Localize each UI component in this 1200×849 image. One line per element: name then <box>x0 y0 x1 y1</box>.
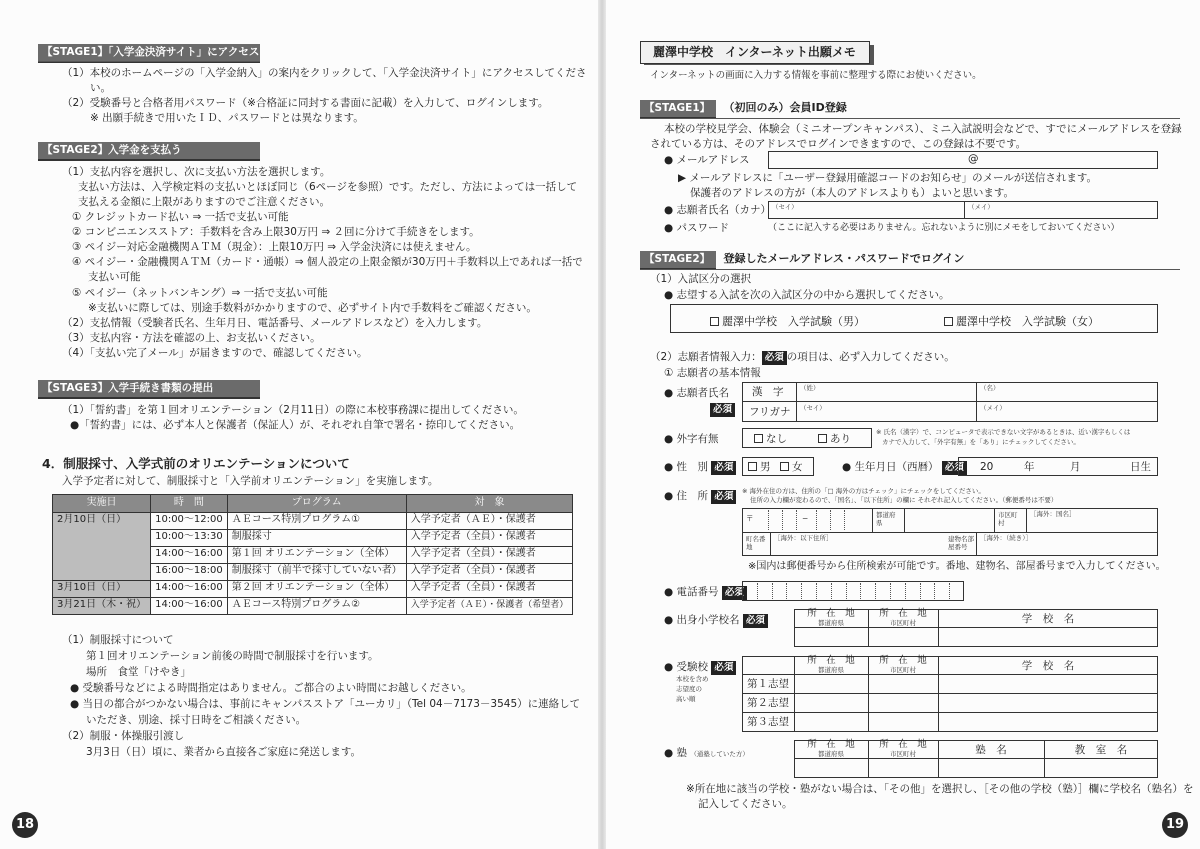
pref-subheader: 都道府県 <box>818 750 844 758</box>
note-line: 第１回オリエンテーション前後の時間で制服採寸を行います。 <box>86 650 379 662</box>
section-1-note: ● 志望する入試を次の入試区分の中から選択してください。 <box>664 289 950 301</box>
stage2-line: 支払い可能 <box>88 271 141 283</box>
phone-digit-divider <box>801 583 802 599</box>
phone-digit-divider <box>890 583 891 599</box>
birth-year-unit: 年 <box>1024 461 1035 473</box>
sei-label: （セイ） <box>800 404 826 412</box>
overseas-country-label: ［海外：国名］ <box>1030 510 1076 518</box>
target-cell: 入学予定者（ＡＥ）・保護者 <box>406 512 573 529</box>
email-at: @ <box>968 153 979 165</box>
table-row <box>53 512 573 529</box>
table-row <box>53 597 573 614</box>
time-cell: 10:00～13:30 <box>151 529 228 546</box>
other-schools-note: 本校を含め <box>676 675 709 683</box>
section4-intro: 入学予定者に対して、制服採寸と「入学前オリエンテーション」を実施します。 <box>62 475 439 487</box>
mei-label: （メイ） <box>968 203 994 211</box>
password-label: ● パスワード <box>664 222 729 234</box>
divider <box>640 118 1180 119</box>
pref-label: 都道府県 <box>876 511 896 527</box>
table-header: 実施日 <box>53 495 151 513</box>
kanji-label: 漢 字 <box>752 386 784 398</box>
program-cell: ＡＥコース特別プログラム② <box>227 597 406 614</box>
phone-digit-divider <box>786 583 787 599</box>
phone-digit-divider <box>934 583 935 599</box>
overseas-address-label: ［海外：以下住所］ <box>774 534 833 542</box>
birth-century: 20 <box>980 461 994 473</box>
email-field[interactable] <box>768 151 1158 169</box>
required-badge: 必須 <box>711 461 736 475</box>
section-2: （2）志願者情報入力： 必須 の項目は、必ず入力してください。 <box>650 351 955 363</box>
date-cell: 3月10日（日） <box>53 580 151 597</box>
schedule-table <box>52 494 573 615</box>
stage2-heading <box>640 251 964 270</box>
phone-digit-divider <box>757 583 758 599</box>
birth-label: ● 生年月日（西暦） 必須 <box>842 460 967 475</box>
gaiji-note: ※ 氏名（漢字）で、コンピュータで表示できない文字があるときは、近い漢字もしくは <box>876 428 1131 436</box>
town-label: 町名番地 <box>746 535 766 551</box>
checkbox-icon <box>710 317 719 326</box>
other-schools-label: ● 受験校 必須 <box>664 660 736 675</box>
page-title: 麗澤中学校 インターネット出願メモ <box>640 41 870 64</box>
basic-info-heading: ① 志願者の基本情報 <box>664 367 761 379</box>
required-badge: 必須 <box>710 403 735 417</box>
stage1-desc: されている方は、そのアドレスでログインできますので、この登録は不要です。 <box>650 138 1027 150</box>
kana-label: ● 志願者氏名（カナ） <box>664 204 771 216</box>
stage1-line: （2）受験番号と合格者用パスワード（※合格証に同封する書面に記載）を入力して、ログインします。 <box>62 97 549 109</box>
stage1-header: 【STAGE1】「入学金決済サイト」にアクセス <box>38 44 260 63</box>
location-header: 所 在 地 <box>879 608 927 619</box>
target-cell: 入学予定者（全員）・保護者 <box>406 563 573 580</box>
stage3-line: （1）「誓約書」を第１回オリエンテーション（2月11日）の際に本校事務課に提出してください。 <box>62 404 524 416</box>
address-search-note: ※国内は郵便番号から住所検索が可能です。番地、建物名、部屋番号まで入力してください。 <box>748 561 1166 572</box>
checkbox-icon <box>780 462 789 471</box>
stage1-line: （1）本校のホームページの「入学金納入」の案内をクリックして、「入学金決済サイト」にアクセスしてくださ <box>62 67 587 79</box>
phone-label: ● 電話番号 必須 <box>664 585 747 600</box>
phone-digit-divider <box>875 583 876 599</box>
required-badge: 必須 <box>711 661 736 675</box>
pref-subheader: 都道府県 <box>818 619 844 627</box>
stage1-line: い。 <box>90 82 111 94</box>
applicant-name-label: ● 志願者氏名 <box>664 387 729 399</box>
stage3-line: ●「誓約書」には、必ず本人と保護者（保証人）が、それぞれ自筆で署名・捺印してください。 <box>70 419 521 431</box>
page-number: 19 <box>1162 812 1188 838</box>
target-cell: 入学予定者（全員）・保護者 <box>406 546 573 563</box>
phone-digit-divider <box>816 583 817 599</box>
note-line: （1）制服採寸について <box>62 634 174 646</box>
kana-name-field[interactable] <box>768 201 1158 219</box>
divider <box>640 269 1180 270</box>
second-choice-label: 第２志望 <box>747 697 789 709</box>
table-header: プログラム <box>227 495 406 513</box>
overseas-cont-label: ［海外：（続き）］ <box>980 534 1032 542</box>
stage1-heading <box>640 100 847 119</box>
school-name-header: 学 校 名 <box>1021 613 1075 625</box>
date-cell: 3月21日（木・祝） <box>53 597 151 614</box>
sei-label: （セイ） <box>772 203 798 211</box>
table-header: 時 間 <box>151 495 228 513</box>
email-note: 保護者のアドレスの方が（本人のアドレスよりも）よいと思います。 <box>690 187 1015 199</box>
required-badge: 必須 <box>711 490 736 504</box>
stage2-line: （3）支払内容・方法を確認の上、お支払いください。 <box>62 332 321 344</box>
final-note: ※所在地に該当の学校・塾がない場合は、「その他」を選択し、［その他の学校（塾）］欄に学校名（塾名）を <box>686 783 1194 795</box>
other-schools-note: 高い順 <box>676 695 696 703</box>
birth-day-unit: 日生 <box>1130 461 1151 473</box>
male-option[interactable]: 男 <box>748 460 771 475</box>
school-name-header: 学 校 名 <box>1021 660 1075 672</box>
phone-digit-divider <box>905 583 906 599</box>
time-cell: 16:00～18:00 <box>151 563 228 580</box>
furigana-label: フリガナ <box>749 406 791 418</box>
exam-option-female[interactable]: 麗澤中学校 入学試験（女） <box>944 314 1099 330</box>
time-cell: 14:00～16:00 <box>151 597 228 614</box>
note-line: 3月3日（日）頃に、業者から直接各ご家庭に発送します。 <box>86 746 362 758</box>
location-header: 所 在 地 <box>807 608 855 619</box>
section-1: （1）入試区分の選択 <box>650 273 752 285</box>
divider <box>38 61 260 62</box>
gaiji-yes-option[interactable]: あり <box>818 432 851 447</box>
checkbox-icon <box>818 434 827 443</box>
stage1-title: （初回のみ）会員ID登録 <box>723 101 847 114</box>
phone-digit-divider <box>831 583 832 599</box>
postal-mark: 〒 <box>746 514 754 523</box>
city-subheader: 市区町村 <box>890 666 916 674</box>
required-badge: 必須 <box>722 586 747 600</box>
table-header: 対 象 <box>406 495 573 513</box>
checkbox-icon <box>944 317 953 326</box>
note-line: 場所 食堂「けやき」 <box>86 666 191 678</box>
target-cell: 入学予定者（全員）・保護者 <box>406 529 573 546</box>
stage2-line: ② コンビニエンスストア：手数料を含み上限30万円 ⇒ ２回に分けて手続きをします。 <box>72 226 480 238</box>
stage2-line: ⑤ ペイジー（ネットバンキング）⇒ 一括で支払い可能 <box>72 287 328 299</box>
required-badge: 必須 <box>762 351 787 365</box>
stage2-label: 【STAGE2】 <box>640 251 716 270</box>
stage2-line: ③ ペイジー対応金融機関ＡＴＭ（現金）：上限10万円 ⇒ 入学金決済には使えません。 <box>72 241 477 253</box>
stage1-desc: 本校の学校見学会、体験会（ミニオープンキャンパス）、ミニ入試説明会などで、すでにメールアドレスを登録 <box>664 123 1182 135</box>
location-header: 所 在 地 <box>879 739 927 750</box>
other-schools-note: 志望度の <box>676 685 702 693</box>
gaiji-label: ● 外字有無 <box>664 433 719 445</box>
email-note: ▶ メールアドレスに「ユーザー登録用確認コードのお知らせ」のメールが送信されます。 <box>678 172 1098 184</box>
phone-digit-divider <box>920 583 921 599</box>
postal-dash: − <box>802 514 809 523</box>
juku-label: ● 塾 （通塾していた方） <box>664 747 749 759</box>
mei-label: （名） <box>980 384 1000 392</box>
stage2-line: ④ ペイジー・金融機関ＡＴＭ（カード・通帳）⇒ 個人設定の上限金額が30万円＋手数料以上であれば一括で <box>72 256 583 268</box>
target-cell: 入学予定者（ＡＥ）・保護者（希望者） <box>406 597 573 614</box>
stage2-header: 【STAGE2】入学金を支払う <box>38 142 260 161</box>
city-subheader: 市区町村 <box>890 750 916 758</box>
time-cell: 14:00～16:00 <box>151 546 228 563</box>
address-label: ● 住 所 必須 <box>664 489 736 504</box>
stage2-line: ※支払いに際しては、別途手数料がかかりますので、必ずサイト内で手数料をご確認ください。 <box>88 302 537 314</box>
stage2-line: （4）「支払い完了メール」が届きますので、確認してください。 <box>62 347 368 359</box>
required-badge: 必須 <box>743 614 768 628</box>
female-option[interactable]: 女 <box>780 460 803 475</box>
program-cell: 制服採寸（前半で採寸していない者） <box>227 563 406 580</box>
stage2-title: 登録したメールアドレス・パスワードでログイン <box>723 252 965 265</box>
stage2-line: ① クレジットカード払い ⇒ 一括で支払い可能 <box>72 211 289 223</box>
mei-label: （メイ） <box>980 404 1006 412</box>
phone-digit-divider <box>846 583 847 599</box>
stage2-line: 支払い方法は、入学検定料の支払いとほぼ同じ（6ページを参照）です。ただし、方法によっては一括して <box>78 181 578 193</box>
page-subtitle: インターネットの画面に入力する情報を事前に整理する際にお使いください。 <box>650 70 982 81</box>
note-line: ● 受験番号などによる時間指定はありません。ご都合のよい時間にお越しください。 <box>70 682 472 694</box>
address-note: 住所の入力欄が変わるので、「国名」、「以下住所」の欄に それぞれ記入してください。（郵便番号は不要） <box>750 496 1058 504</box>
time-cell: 10:00～12:00 <box>151 512 228 529</box>
phone-field[interactable] <box>742 581 964 601</box>
page-number: 18 <box>12 812 38 838</box>
sei-label: （姓） <box>800 384 820 392</box>
note-line: ● 当日の都合がつかない場合は、事前にキャンパスストア「ユーカリ」（Tel 04－7173－3545）に連絡して <box>70 698 581 710</box>
program-cell: 第１回 オリエンテーション（全体） <box>227 546 406 563</box>
program-cell: 第２回 オリエンテーション（全体） <box>227 580 406 597</box>
third-choice-label: 第３志望 <box>747 716 789 728</box>
stage2-line: 支払える金額に上限がありますのでご注意ください。 <box>78 196 330 208</box>
right-page <box>606 0 1200 849</box>
checkbox-icon <box>754 434 763 443</box>
checkbox-icon <box>748 462 757 471</box>
stage1-label: 【STAGE1】 <box>640 100 716 119</box>
target-cell: 入学予定者（全員）・保護者 <box>406 580 573 597</box>
program-cell: 制服採寸 <box>227 529 406 546</box>
program-cell: ＡＥコース特別プログラム① <box>227 512 406 529</box>
stage3-header: 【STAGE3】入学手続き書類の提出 <box>38 380 260 399</box>
email-label: ● メールアドレス <box>664 154 750 166</box>
city-subheader: 市区町村 <box>890 619 916 627</box>
stage2-line: （2）支払情報（受験者氏名、生年月日、電話番号、メールアドレスなど）を入力します。 <box>62 317 488 329</box>
address-note: ※ 海外在住の方は、住所の「□ 海外の方はチェック」にチェックをしてください。 <box>742 487 985 495</box>
section4-heading: 4．制服採寸、入学式前のオリエンテーションについて <box>42 456 350 471</box>
final-note: 記入してください。 <box>698 798 793 810</box>
location-header: 所 在 地 <box>879 655 927 666</box>
building-label: 建物名部屋番号 <box>948 535 974 551</box>
stage1-line: ※ 出願手続きで用いたＩＤ、パスワードとは異なります。 <box>90 112 364 124</box>
phone-digit-divider <box>772 583 773 599</box>
date-cell: 2月10日（日） <box>53 512 151 580</box>
phone-digit-divider <box>949 583 950 599</box>
sex-label: ● 性 別 必須 <box>664 460 736 475</box>
juku-name-header: 塾 名 <box>975 744 1007 756</box>
stage2-line: （1）支払内容を選択し、次に支払い方法を選択します。 <box>62 166 331 178</box>
phone-digit-divider <box>860 583 861 599</box>
note-line: （2）制服・体操服引渡し <box>62 730 185 742</box>
pref-subheader: 都道府県 <box>818 666 844 674</box>
elementary-school-label: ● 出身小学校名 必須 <box>664 613 768 628</box>
room-name-header: 教 室 名 <box>1074 744 1128 756</box>
birth-month-unit: 月 <box>1070 461 1081 473</box>
note-line: いただき、別途、採寸日時をご相談ください。 <box>86 714 307 726</box>
location-header: 所 在 地 <box>807 739 855 750</box>
first-choice-label: 第１志望 <box>747 678 789 690</box>
required-badge: 必須 <box>942 461 967 475</box>
gaiji-none-option[interactable]: なし <box>754 432 787 447</box>
exam-option-male[interactable]: 麗澤中学校 入学試験（男） <box>710 314 865 330</box>
table-row <box>53 580 573 597</box>
left-page <box>0 0 598 849</box>
password-note: （ここに記入する必要はありません。忘れないように別にメモをしておいてください） <box>768 223 1120 233</box>
city-label: 市区町村 <box>998 511 1018 527</box>
book-gutter <box>598 0 606 849</box>
gaiji-note: カナで入力して、「外字有無」を「あり」にチェックしてください。 <box>882 438 1080 446</box>
time-cell: 14:00～16:00 <box>151 580 228 597</box>
location-header: 所 在 地 <box>807 655 855 666</box>
